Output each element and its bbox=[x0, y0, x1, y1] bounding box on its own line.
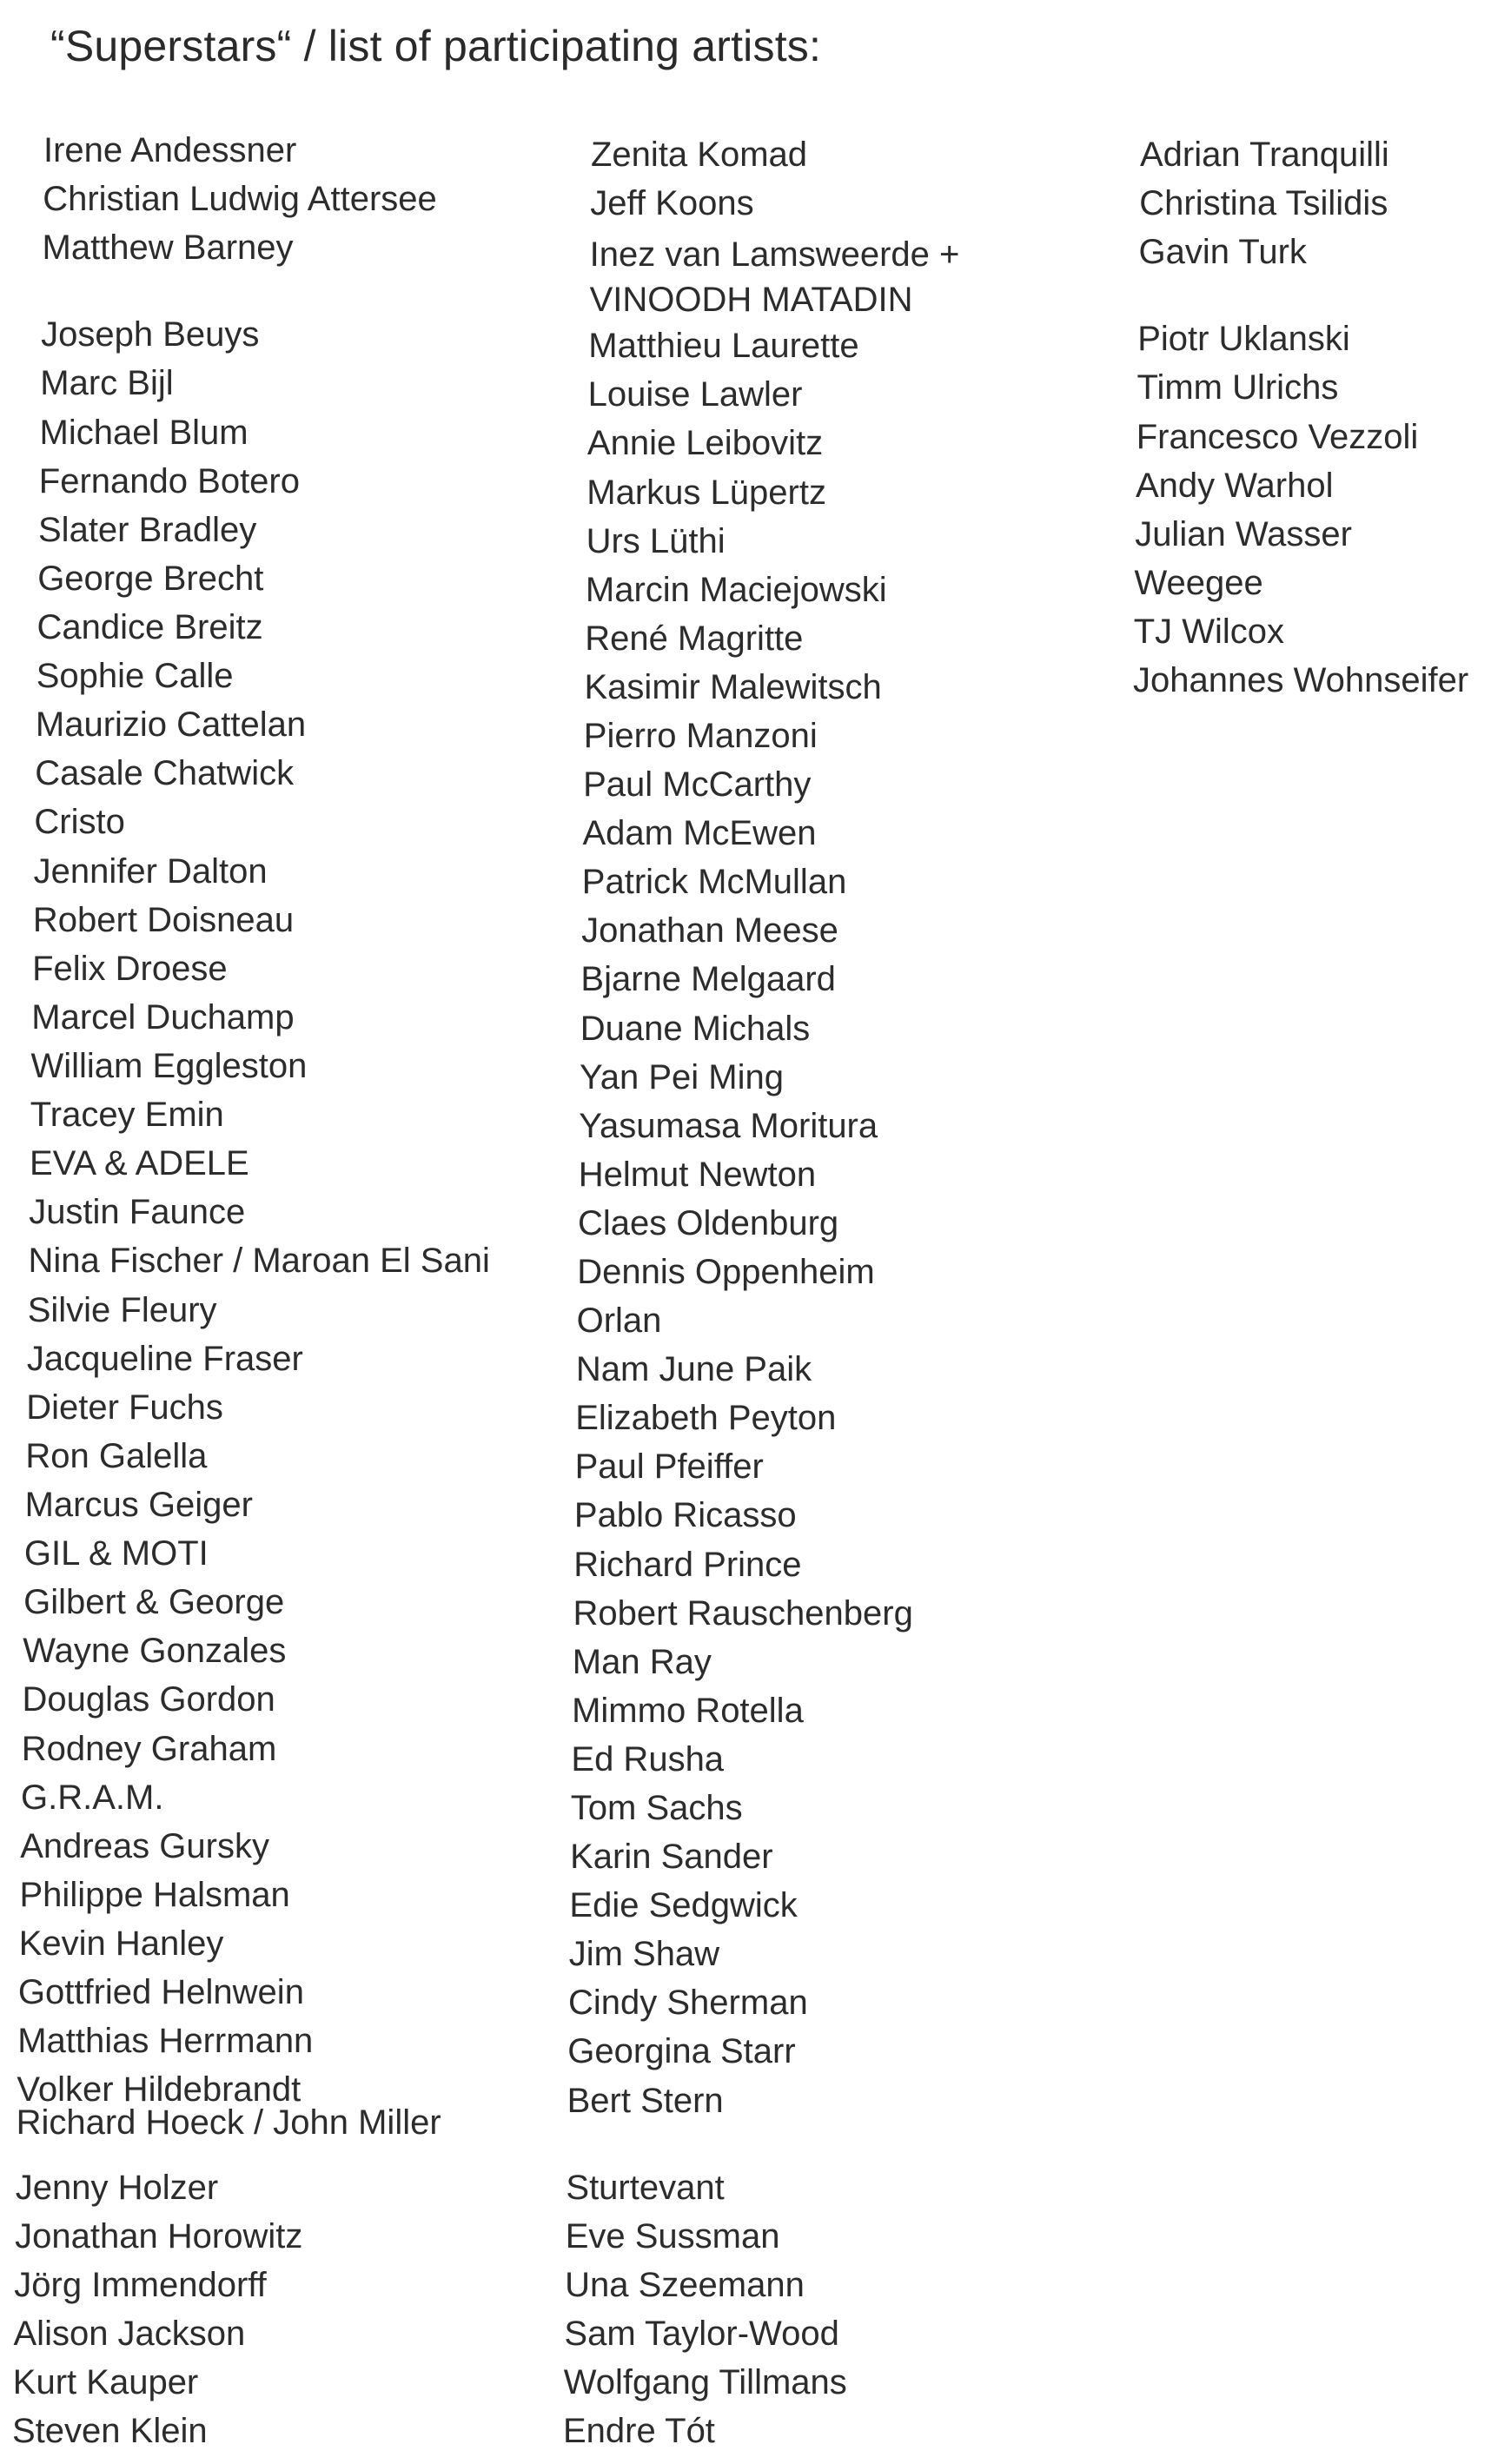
artist-name: Francesco Vezzoli bbox=[1136, 417, 1419, 456]
artist-name: Christina Tsilidis bbox=[1139, 184, 1388, 223]
artist-name: Nina Fischer / Maroan El Sani bbox=[28, 1242, 490, 1281]
artist-name: Urs Lüthi bbox=[586, 521, 726, 560]
artist-name: G.R.A.M. bbox=[21, 1778, 164, 1817]
artist-name: Jacqueline Fraser bbox=[26, 1339, 303, 1378]
artist-name: Louise Lawler bbox=[587, 375, 803, 414]
artist-name: William Eggleston bbox=[30, 1047, 308, 1085]
artist-name: Matthew Barney bbox=[42, 229, 294, 268]
artist-name: Wayne Gonzales bbox=[23, 1632, 287, 1671]
artist-name: Richard Hoeck / John Miller bbox=[16, 2103, 441, 2143]
artist-name: Dieter Fuchs bbox=[26, 1388, 223, 1427]
artist-name: Irene Andessner bbox=[43, 131, 297, 169]
artist-name: Candice Breitz bbox=[36, 608, 263, 646]
artist-name: Pablo Ricasso bbox=[573, 1496, 797, 1535]
artist-name: Pierro Manzoni bbox=[583, 717, 818, 755]
artist-name: Andreas Gursky bbox=[20, 1826, 269, 1865]
artist-name: Paul McCarthy bbox=[583, 765, 812, 805]
artist-name: Paul Pfeiffer bbox=[574, 1447, 764, 1487]
artist-name: Jeff Koons bbox=[590, 184, 754, 223]
artist-name: Marc Bijl bbox=[40, 364, 174, 403]
artist-name: Eve Sussman bbox=[565, 2216, 780, 2255]
artist-name: Andy Warhol bbox=[1136, 466, 1334, 505]
artist-name: Mimmo Rotella bbox=[572, 1691, 804, 1730]
artist-name: Timm Ulrichs bbox=[1136, 368, 1339, 407]
artist-name: Douglas Gordon bbox=[22, 1680, 275, 1719]
artist-name: Jim Shaw bbox=[568, 1935, 720, 1974]
artist-name: Jenny Holzer bbox=[15, 2168, 219, 2207]
artist-name: Endre Tót bbox=[563, 2412, 715, 2450]
artist-name: Una Szeemann bbox=[565, 2265, 805, 2304]
artist-name: Cindy Sherman bbox=[568, 1984, 808, 2023]
artist-name: Kevin Hanley bbox=[18, 1924, 224, 1963]
artist-name: Wolfgang Tillmans bbox=[563, 2362, 847, 2401]
artist-name: Marcus Geiger bbox=[24, 1485, 253, 1524]
artist-name: Jennifer Dalton bbox=[33, 851, 268, 891]
artist-name: Karin Sander bbox=[570, 1838, 773, 1876]
artist-name: Marcin Maciejowski bbox=[585, 570, 887, 609]
artist-name: TJ Wilcox bbox=[1133, 612, 1285, 651]
artist-name: Tom Sachs bbox=[570, 1788, 743, 1827]
artist-name: Edie Sedgwick bbox=[569, 1886, 798, 1925]
artist-name: Tracey Emin bbox=[30, 1096, 224, 1135]
artist-name: Sophie Calle bbox=[36, 657, 234, 696]
artist-name: Markus Lüpertz bbox=[586, 473, 826, 512]
artist-name: Nam June Paik bbox=[575, 1350, 812, 1389]
artist-name: Adam McEwen bbox=[582, 814, 817, 853]
artist-name: Maurizio Cattelan bbox=[35, 705, 307, 745]
artist-name: Annie Leibovitz bbox=[586, 424, 824, 463]
artist-name: Johannes Wohnseifer bbox=[1133, 661, 1469, 699]
artist-name: Gottfried Helnwein bbox=[17, 1973, 304, 2011]
artist-name: Jörg Immendorff bbox=[14, 2265, 267, 2304]
artist-name: Justin Faunce bbox=[29, 1193, 246, 1232]
artist-name: Inez van Lamsweerde + VINOODH MATADIN bbox=[589, 235, 960, 320]
artist-name: Fernando Botero bbox=[38, 461, 300, 500]
artist-name: Volker Hildebrandt bbox=[17, 2070, 302, 2110]
page-title: “Superstars“ / list of participating artists: bbox=[50, 22, 822, 70]
artist-name: Ron Galella bbox=[25, 1436, 208, 1475]
artist-name: Duane Michals bbox=[580, 1009, 811, 1048]
artist-name: Cristo bbox=[34, 803, 125, 842]
artist-name: Silvie Fleury bbox=[27, 1290, 217, 1329]
artist-name: Elizabeth Peyton bbox=[575, 1399, 837, 1438]
artist-name: Ed Rusha bbox=[571, 1739, 725, 1778]
artist-name: Casale Chatwick bbox=[35, 754, 295, 793]
artist-name: René Magritte bbox=[585, 619, 804, 658]
artist-name: Claes Oldenburg bbox=[578, 1203, 839, 1242]
artist-name: Sam Taylor-Wood bbox=[564, 2314, 839, 2353]
artist-name: Joseph Beuys bbox=[41, 315, 260, 354]
artist-name: Weegee bbox=[1134, 563, 1263, 602]
artist-name: Felix Droese bbox=[32, 949, 228, 988]
artist-name: Gilbert & George bbox=[23, 1583, 285, 1622]
artist-name: Philippe Halsman bbox=[19, 1875, 290, 1914]
artist-name: Slater Bradley bbox=[38, 510, 257, 549]
artist-name: Helmut Newton bbox=[578, 1155, 817, 1194]
artist-name: Bjarne Melgaard bbox=[580, 960, 836, 999]
artist-name: Jonathan Horowitz bbox=[15, 2216, 303, 2255]
artist-name: Yan Pei Ming bbox=[580, 1057, 784, 1096]
artist-name: Alison Jackson bbox=[13, 2314, 246, 2353]
artist-name: Rodney Graham bbox=[21, 1729, 277, 1768]
artist-name: Gavin Turk bbox=[1138, 233, 1307, 272]
artist-name: Patrick McMullan bbox=[581, 863, 847, 902]
artist-name: Kasimir Malewitsch bbox=[584, 667, 882, 706]
artist-name: GIL & MOTI bbox=[23, 1534, 209, 1573]
artist-name: Bert Stern bbox=[567, 2081, 724, 2120]
artist-name: Piotr Uklanski bbox=[1137, 320, 1350, 359]
artist-name: Michael Blum bbox=[39, 413, 248, 452]
artist-name: Robert Doisneau bbox=[32, 900, 295, 939]
artist-name: Sturtevant bbox=[566, 2168, 725, 2207]
artist-name: Steven Klein bbox=[12, 2412, 208, 2450]
artist-name: Zenita Komad bbox=[591, 136, 808, 174]
artist-name: Matthias Herrmann bbox=[17, 2022, 314, 2061]
artist-name: Dennis Oppenheim bbox=[577, 1253, 875, 1291]
artist-name: Adrian Tranquilli bbox=[1140, 136, 1389, 174]
artist-name: Richard Prince bbox=[573, 1545, 802, 1584]
artist-name: EVA & ADELE bbox=[30, 1144, 249, 1183]
artist-name: Christian Ludwig Attersee bbox=[43, 180, 437, 219]
artist-name: Georgina Starr bbox=[567, 2032, 796, 2071]
artist-name: George Brecht bbox=[37, 559, 264, 598]
artist-name: Matthieu Laurette bbox=[588, 327, 859, 366]
artist-name: Jonathan Meese bbox=[581, 911, 838, 950]
artist-name: Julian Wasser bbox=[1135, 514, 1352, 553]
artist-name: Orlan bbox=[576, 1302, 662, 1340]
artist-name: Yasumasa Moritura bbox=[579, 1106, 878, 1145]
artist-name: Man Ray bbox=[572, 1642, 712, 1681]
artist-name: Marcel Duchamp bbox=[31, 997, 295, 1037]
artist-name: Robert Rauschenberg bbox=[573, 1593, 913, 1633]
artist-name: Kurt Kauper bbox=[12, 2362, 199, 2401]
